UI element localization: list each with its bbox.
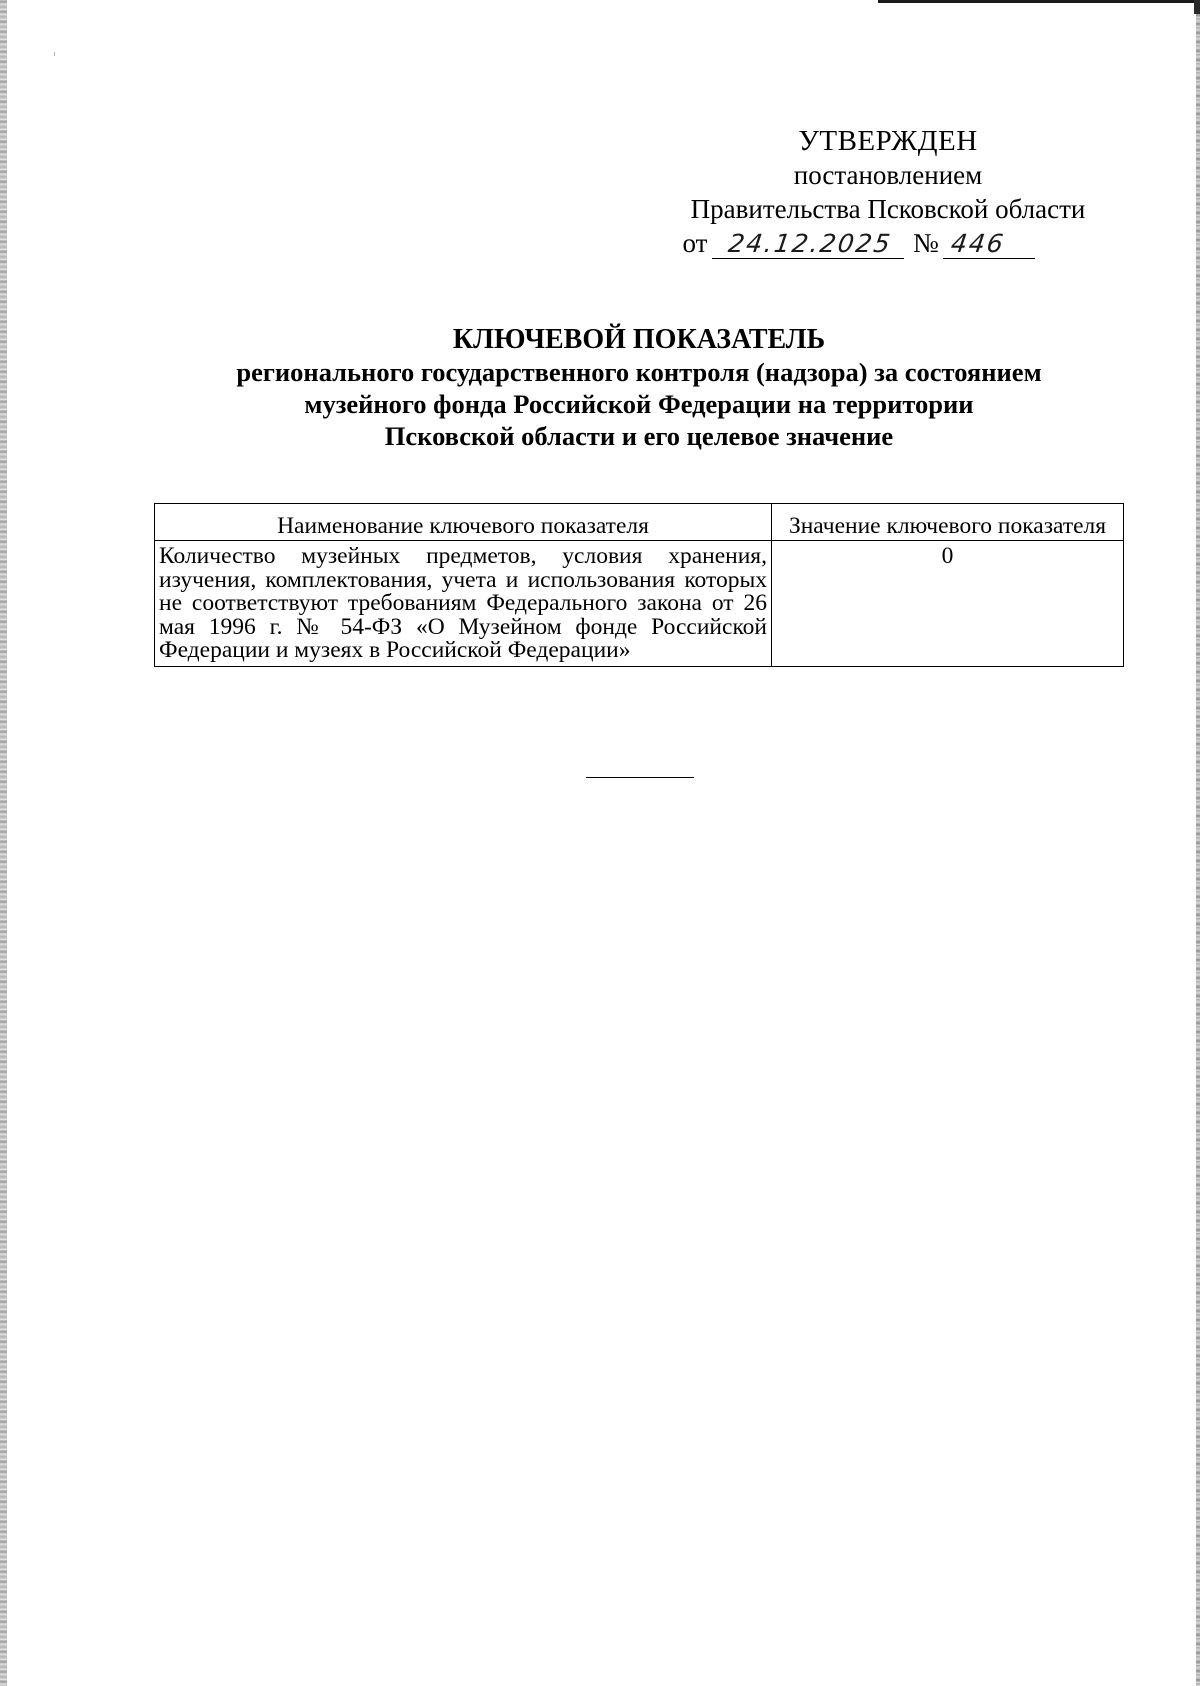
column-header-name: Наименование ключевого показателя (155, 504, 772, 541)
scan-corner-mark (1194, 0, 1200, 14)
heading-subtitle-line-3: Псковской области и его целевое значение (384, 421, 894, 451)
heading-title: КЛЮЧЕВОЙ ПОКАЗАТЕЛЬ (452, 324, 826, 355)
end-of-document-rule (586, 777, 694, 778)
indicator-value-cell: 0 (772, 541, 1124, 667)
scan-edge-left (0, 0, 7, 1686)
approval-date-line (600, 226, 1120, 260)
handwritten-date: 24.12.2025 (712, 230, 908, 259)
indicator-table (154, 503, 1124, 667)
date-prefix: от (682, 228, 708, 258)
column-header-value: Значение ключевого показателя (772, 504, 1124, 541)
handwritten-number: 446 (943, 230, 1039, 259)
scan-speck (54, 52, 55, 56)
approval-title: УТВЕРЖДЕН (798, 125, 978, 157)
approval-stamp-block (560, 124, 1120, 260)
table-row (155, 541, 1124, 667)
approval-line-2: Правительства Псковской области (690, 194, 1086, 224)
indicator-name-cell: Количество музейных предметов, условия хранения, изучения, комплектования, учета и использования которых не соответствуют требованиям Федерального закона от 26 мая 1996 г. № 54-ФЗ «О Музейном фонде Российской Федерации и музеях в Российской Федерации» (155, 541, 772, 667)
document-heading (150, 324, 1128, 452)
heading-subtitle-line-2: музейного фонда Российской Федерации на территории (304, 389, 974, 419)
scan-edge-right (1196, 0, 1200, 1686)
scan-edge-top (878, 0, 1200, 3)
approval-line-1: постановлением (793, 160, 983, 190)
table-header-row (155, 504, 1124, 541)
heading-subtitle-line-1: регионального государственного контроля (надзора) за состоянием (236, 357, 1042, 387)
number-prefix: № (912, 228, 939, 258)
